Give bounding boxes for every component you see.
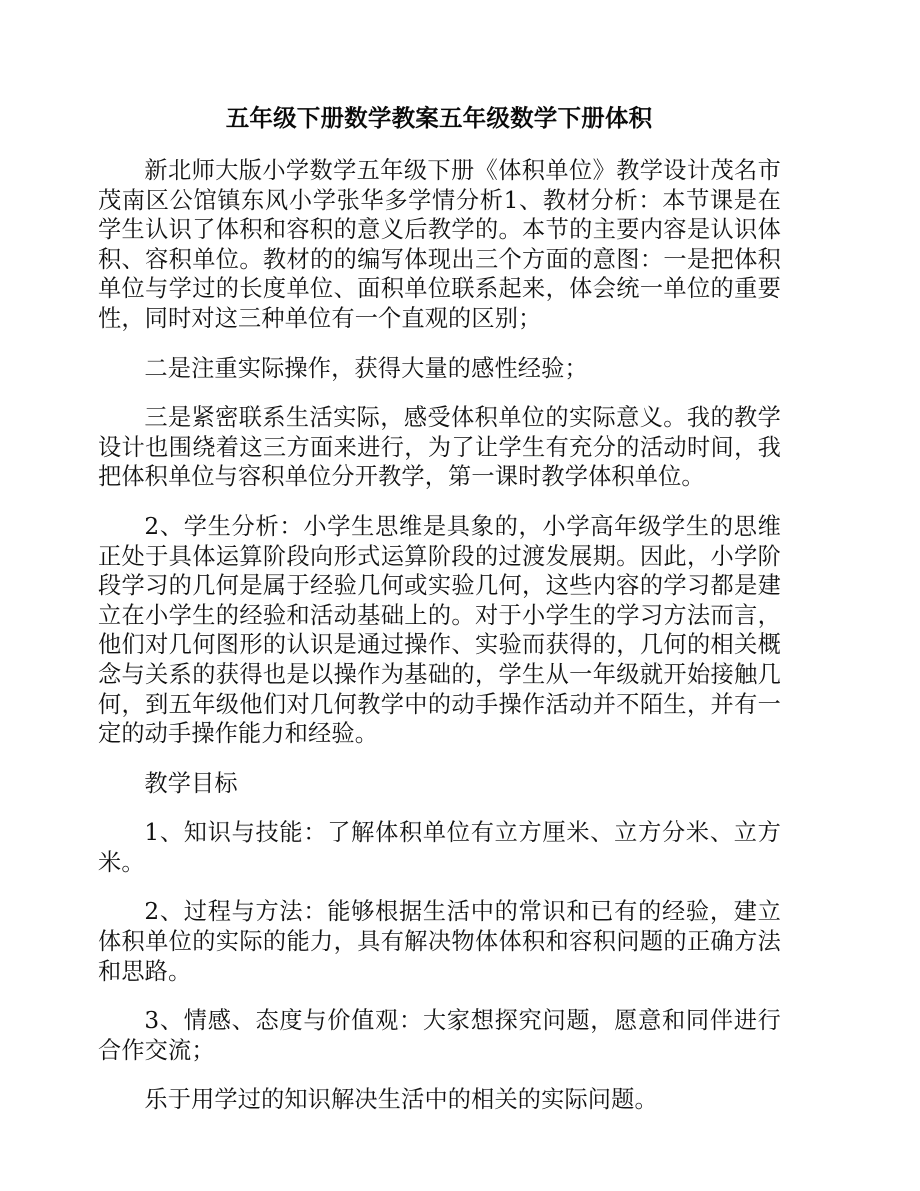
paragraph: 二是注重实际操作，获得大量的感性经验； — [144, 354, 588, 382]
document-body — [98, 156, 781, 1115]
paragraph: 2、学生分析：小学生思维是具象的，小学高年级学生的思维正处于具体运算阶段向形式运算阶段的过渡发展期。因此，小学阶段学习的几何是属于经验几何或实验几何，这些内容的学习都是建立在小学生的经验和活动基础上的。对于小学生的学习方法而言，他们对几何图形的认识是通过操作、实验而获得的，几何的相关概念与关系的获得也是以操作为基础的，学生从一年级就开始接触几何，到五年级他们对几何教学中的动手操作活动并不陌生，并有一定的动手操作能力和经验。 — [98, 512, 781, 748]
paragraph: 3、情感、态度与价值观：大家想探究问题，愿意和同伴进行合作交流； — [98, 1007, 781, 1064]
page-title: 五年级下册数学教案五年级数学下册体积 — [225, 104, 653, 132]
section-heading-teaching-objectives: 教学目标 — [144, 769, 238, 797]
paragraph: 乐于用学过的知识解决生活中的相关的实际问题。 — [144, 1086, 658, 1114]
paragraph: 2、过程与方法：能够根据生活中的常识和已有的经验，建立体积单位的实际的能力，具有解决物体体积和容积问题的正确方法和思路。 — [98, 898, 781, 985]
paragraph: 新北师大版小学数学五年级下册《体积单位》教学设计茂名市茂南区公馆镇东风小学张华多学情分析1、教材分析：本节课是在学生认识了体积和容积的意义后教学的。本节的主要内容是认识体积、容积单位。教材的的编写体现出三个方面的意图：一是把体积单位与学过的长度单位、面积单位联系起来，体会统一单位的重要性，同时对这三种单位有一个直观的区别； — [98, 157, 781, 332]
paragraph: 三是紧密联系生活实际，感受体积单位的实际意义。我的教学设计也围绕着这三方面来进行，为了让学生有充分的活动时间，我把体积单位与容积单位分开教学，第一课时教学体积单位。 — [98, 404, 781, 491]
paragraph: 1、知识与技能：了解体积单位有立方厘米、立方分米、立方米。 — [98, 819, 781, 876]
